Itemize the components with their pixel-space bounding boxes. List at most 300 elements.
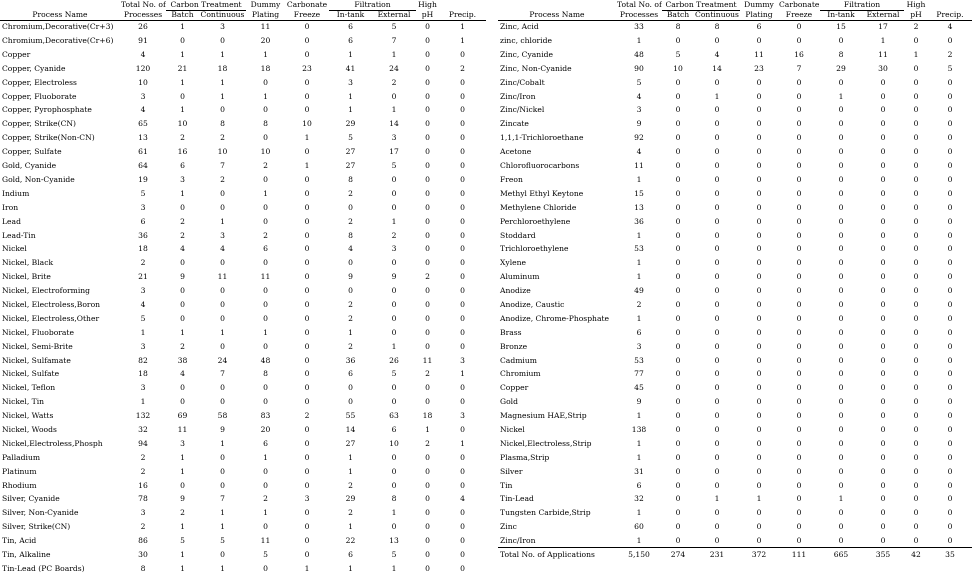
value-cell: 0 [391, 397, 397, 407]
value-cell: 0 [675, 327, 681, 337]
value-cell: 1 [714, 91, 720, 101]
value-cell: 0 [391, 466, 397, 476]
value-cell: 48 [260, 355, 271, 365]
value-cell: 0 [714, 105, 720, 115]
value-cell: 0 [838, 438, 844, 448]
value-cell: 0 [425, 494, 430, 504]
value-cell: 0 [425, 327, 430, 337]
value-cell: 0 [947, 244, 953, 254]
process-name-cell: Nickel, Brite [2, 272, 51, 282]
value-cell: 0 [913, 147, 919, 157]
value-cell: 11 [217, 272, 228, 282]
table-row [0, 131, 486, 145]
value-cell: 0 [425, 383, 430, 393]
value-cell: 0 [304, 202, 310, 212]
process-name-cell: Nickel, Fluoborate [2, 327, 74, 337]
value-cell: 0 [838, 174, 844, 184]
continuous-header: Continuous [695, 10, 739, 20]
value-cell: 0 [796, 424, 802, 434]
value-cell: 0 [391, 188, 397, 198]
value-cell: 5 [636, 77, 642, 87]
process-name-cell: Silver, Strike(CN) [2, 522, 71, 532]
value-cell: 65 [138, 119, 148, 129]
value-cell: 0 [714, 147, 720, 157]
value-cell: 0 [796, 244, 802, 254]
value-cell: 0 [425, 22, 430, 32]
value-cell: 0 [714, 508, 720, 518]
process-name-cell: Methylene Chloride [500, 202, 577, 212]
value-cell: 0 [220, 105, 225, 115]
value-cell: 0 [796, 216, 802, 226]
value-cell: 0 [756, 397, 762, 407]
value-cell: 0 [714, 466, 720, 476]
value-cell: 5 [348, 133, 353, 143]
value-cell: 0 [880, 411, 886, 421]
value-cell: 0 [880, 216, 886, 226]
freeze-header: Freeze [285, 10, 329, 20]
value-cell: 0 [756, 313, 762, 323]
table-row [0, 103, 486, 117]
value-cell: 0 [947, 327, 953, 337]
value-cell: 0 [304, 286, 310, 296]
total-value: 231 [694, 548, 740, 562]
value-cell: 27 [345, 161, 356, 171]
process-name-cell: Nickel, Electroless,Boron [2, 299, 101, 309]
value-cell: 0 [796, 397, 802, 407]
value-cell: 10 [177, 119, 188, 129]
value-cell: 6 [348, 549, 353, 559]
value-cell: 1 [180, 563, 185, 573]
table-row [498, 117, 972, 131]
value-cell: 8 [140, 563, 146, 573]
value-cell: 0 [675, 105, 681, 115]
value-cell: 6 [756, 22, 762, 32]
value-cell: 4 [636, 147, 642, 157]
value-cell: 0 [304, 258, 310, 268]
value-cell: 8 [263, 119, 268, 129]
value-cell: 0 [838, 411, 844, 421]
table-row [0, 548, 486, 562]
value-cell: 0 [796, 438, 802, 448]
value-cell: 0 [880, 355, 886, 365]
value-cell: 1 [220, 508, 225, 518]
value-cell: 0 [675, 341, 681, 351]
value-cell: 1 [220, 49, 225, 59]
process-name-cell: Rhodium [2, 480, 37, 490]
value-cell: 0 [756, 161, 762, 171]
value-cell: 0 [880, 383, 886, 393]
precip-header: Precip. [439, 10, 486, 20]
value-cell: 6 [140, 216, 146, 226]
process-name-cell: Freon [500, 174, 523, 184]
table-row [0, 117, 486, 131]
value-cell: 1 [304, 161, 310, 171]
value-cell: 0 [425, 230, 430, 240]
value-cell: 0 [838, 133, 844, 143]
process-name-cell: Anodize, Caustic [500, 299, 565, 309]
value-cell: 0 [796, 202, 802, 212]
table-row [0, 201, 486, 215]
value-cell: 0 [947, 174, 953, 184]
value-cell: 0 [756, 466, 762, 476]
value-cell: 0 [714, 383, 720, 393]
value-cell: 90 [634, 63, 644, 73]
process-name-cell: Copper, Electroless [2, 77, 77, 87]
value-cell: 1 [263, 327, 268, 337]
value-cell: 53 [634, 355, 644, 365]
value-cell: 0 [304, 22, 310, 32]
value-cell: 0 [796, 105, 802, 115]
value-cell: 0 [880, 466, 886, 476]
value-cell: 0 [838, 355, 844, 365]
value-cell: 0 [913, 355, 919, 365]
value-cell: 2 [460, 63, 465, 73]
total-label: Total No. of Applications [498, 548, 616, 562]
value-cell: 0 [947, 313, 953, 323]
value-cell: 0 [714, 327, 720, 337]
value-cell: 1 [838, 494, 844, 504]
table-row [498, 270, 972, 284]
value-cell: 0 [675, 244, 681, 254]
value-cell: 0 [263, 258, 268, 268]
high-header: High [418, 0, 437, 10]
value-cell: 0 [796, 327, 802, 337]
value-cell: 0 [756, 174, 762, 184]
value-cell: 0 [460, 341, 465, 351]
process-name-cell: Perchloroethylene [500, 216, 571, 226]
table-row [0, 562, 486, 576]
value-cell: 0 [460, 327, 465, 337]
value-cell: 0 [756, 452, 762, 462]
value-cell: 0 [304, 369, 310, 379]
value-cell: 0 [425, 147, 430, 157]
process-name-cell: Silver, Non-Cyanide [2, 508, 79, 518]
value-cell: 11 [260, 536, 271, 546]
value-cell: 8 [391, 494, 397, 504]
value-cell: 21 [177, 63, 188, 73]
value-cell: 0 [425, 188, 430, 198]
value-cell: 0 [263, 216, 268, 226]
value-cell: 1 [460, 36, 465, 46]
value-cell: 2 [180, 341, 185, 351]
left-process-table [0, 0, 486, 576]
value-cell: 0 [756, 508, 762, 518]
value-cell: 1 [756, 494, 762, 504]
value-cell: 1 [263, 91, 268, 101]
value-cell: 0 [947, 494, 953, 504]
plating-header: Plating [246, 10, 285, 20]
value-cell: 0 [675, 299, 681, 309]
value-cell: 1 [220, 91, 225, 101]
value-cell: 0 [947, 466, 953, 476]
value-cell: 0 [675, 424, 681, 434]
value-cell: 11 [634, 161, 644, 171]
process-name-cell: Nickel, Woods [2, 424, 57, 434]
value-cell: 2 [220, 133, 225, 143]
value-cell: 1 [636, 36, 642, 46]
value-cell: 0 [796, 77, 802, 87]
value-cell: 0 [880, 397, 886, 407]
value-cell: 0 [796, 147, 802, 157]
value-cell: 0 [756, 258, 762, 268]
table-row [0, 465, 486, 479]
process-name-cell: Zinc [500, 522, 517, 532]
value-cell: 0 [913, 216, 919, 226]
value-cell: 0 [796, 22, 802, 32]
value-cell: 0 [675, 508, 681, 518]
value-cell: 3 [636, 105, 642, 115]
value-cell: 0 [304, 91, 310, 101]
value-cell: 0 [796, 355, 802, 365]
table-row [0, 214, 486, 228]
value-cell: 5 [675, 49, 681, 59]
value-cell: 0 [675, 522, 681, 532]
value-cell: 0 [880, 522, 886, 532]
table-row [498, 395, 972, 409]
table-row [498, 339, 972, 353]
total-value: 665 [820, 548, 862, 562]
value-cell: 1 [391, 49, 397, 59]
value-cell: 0 [796, 383, 802, 393]
value-cell: 0 [460, 299, 465, 309]
value-cell: 0 [425, 216, 430, 226]
value-cell: 1 [348, 91, 353, 101]
value-cell: 0 [180, 480, 185, 490]
value-cell: 0 [263, 299, 268, 309]
value-cell: 0 [714, 452, 720, 462]
value-cell: 0 [880, 438, 886, 448]
continuous-header: Continuous [200, 10, 245, 20]
value-cell: 0 [880, 91, 886, 101]
value-cell: 0 [913, 174, 919, 184]
table-row [0, 34, 486, 48]
value-cell: 3 [391, 244, 397, 254]
value-cell: 9 [636, 119, 642, 129]
process-name-cell: Copper [2, 49, 31, 59]
value-cell: 0 [880, 286, 886, 296]
value-cell: 10 [302, 119, 312, 129]
value-cell: 6 [636, 327, 642, 337]
value-cell: 0 [425, 286, 430, 296]
table-row [0, 228, 486, 242]
value-cell: 24 [389, 63, 399, 73]
value-cell: 0 [348, 397, 353, 407]
table-row [498, 298, 972, 312]
value-cell: 0 [838, 383, 844, 393]
value-cell: 0 [714, 174, 720, 184]
value-cell: 13 [634, 202, 644, 212]
value-cell: 3 [460, 411, 465, 421]
value-cell: 0 [913, 535, 919, 545]
value-cell: 0 [675, 286, 681, 296]
process-name-cell: Zinc/Nickel [500, 105, 545, 115]
table-row [498, 228, 972, 242]
value-cell: 4 [140, 105, 146, 115]
total-header: Total No. of [121, 0, 166, 10]
process-name-cell: Copper, Pyrophosphate [2, 105, 92, 115]
value-cell: 6 [348, 22, 353, 32]
value-cell: 0 [460, 383, 465, 393]
value-cell: 0 [460, 508, 465, 518]
value-cell: 0 [913, 272, 919, 282]
value-cell: 4 [140, 299, 146, 309]
value-cell: 22 [345, 536, 356, 546]
process-name-cell: Copper, Fluoborate [2, 91, 77, 101]
process-name-cell: Acetone [500, 147, 532, 157]
value-cell: 2 [180, 508, 185, 518]
value-cell: 0 [838, 424, 844, 434]
process-name-cell: Zincate [500, 119, 529, 129]
total-value: 355 [862, 548, 904, 562]
value-cell: 0 [460, 216, 465, 226]
process-name-cell: Nickel, Teflon [2, 383, 56, 393]
value-cell: 49 [634, 286, 644, 296]
value-cell: 0 [913, 369, 919, 379]
value-cell: 0 [947, 480, 953, 490]
value-cell: 0 [756, 438, 762, 448]
value-cell: 0 [880, 244, 886, 254]
value-cell: 17 [878, 22, 888, 32]
table-row [0, 520, 486, 534]
table-row [0, 159, 486, 173]
value-cell: 0 [796, 258, 802, 268]
value-cell: 0 [460, 119, 465, 129]
value-cell: 1 [263, 452, 268, 462]
value-cell: 2 [425, 438, 430, 448]
value-cell: 0 [947, 535, 953, 545]
value-cell: 0 [947, 258, 953, 268]
process-name-cell: Trichloroethylene [500, 244, 569, 254]
value-cell: 3 [391, 133, 397, 143]
value-cell: 0 [947, 452, 953, 462]
value-cell: 0 [838, 522, 844, 532]
value-cell: 3 [220, 230, 225, 240]
value-cell: 8 [838, 49, 844, 59]
value-cell: 0 [880, 369, 886, 379]
value-cell: 3 [460, 355, 465, 365]
value-cell: 0 [838, 327, 844, 337]
value-cell: 0 [425, 258, 430, 268]
value-cell: 83 [260, 411, 271, 421]
value-cell: 64 [138, 161, 148, 171]
value-cell: 0 [880, 202, 886, 212]
process-name-cell: Cadmium [500, 355, 537, 365]
value-cell: 3 [140, 508, 146, 518]
value-cell: 94 [138, 438, 148, 448]
value-cell: 3 [140, 91, 146, 101]
value-cell: 0 [263, 202, 268, 212]
value-cell: 0 [714, 216, 720, 226]
value-cell: 2 [263, 494, 268, 504]
value-cell: 0 [714, 480, 720, 490]
value-cell: 0 [675, 313, 681, 323]
value-cell: 0 [460, 522, 465, 532]
value-cell: 0 [947, 397, 953, 407]
value-cell: 0 [913, 313, 919, 323]
value-cell: 0 [304, 105, 310, 115]
value-cell: 0 [796, 535, 802, 545]
value-cell: 0 [796, 494, 802, 504]
value-cell: 0 [304, 77, 310, 87]
value-cell: 0 [675, 216, 681, 226]
value-cell: 0 [756, 341, 762, 351]
table-row [0, 76, 486, 90]
value-cell: 0 [880, 327, 886, 337]
value-cell: 0 [304, 383, 310, 393]
process-name-cell: Brass [500, 327, 522, 337]
value-cell: 0 [460, 424, 465, 434]
carbon-treatment-header: Carbon Treatment [166, 0, 246, 10]
value-cell: 0 [180, 286, 185, 296]
table-row [0, 270, 486, 284]
value-cell: 30 [878, 63, 888, 73]
value-cell: 7 [220, 369, 225, 379]
value-cell: 21 [138, 272, 148, 282]
table-row [0, 312, 486, 326]
value-cell: 7 [391, 36, 397, 46]
process-name-cell: Chromium [500, 369, 541, 379]
value-cell: 33 [634, 22, 644, 32]
value-cell: 0 [947, 383, 953, 393]
value-cell: 0 [838, 452, 844, 462]
value-cell: 0 [391, 313, 397, 323]
value-cell: 30 [138, 549, 148, 559]
value-cell: 0 [675, 480, 681, 490]
process-name-cell: Nickel [2, 244, 27, 254]
value-cell: 0 [460, 105, 465, 115]
value-cell: 0 [391, 299, 397, 309]
value-cell: 3 [180, 438, 185, 448]
value-cell: 0 [263, 77, 268, 87]
value-cell: 0 [756, 272, 762, 282]
value-cell: 1 [913, 49, 919, 59]
value-cell: 2 [180, 216, 185, 226]
value-cell: 0 [675, 272, 681, 282]
value-cell: 0 [304, 36, 310, 46]
value-cell: 120 [135, 63, 151, 73]
process-name-cell: Zinc, Acid [500, 22, 539, 32]
total-value: 274 [662, 548, 694, 562]
value-cell: 0 [304, 341, 310, 351]
value-cell: 0 [913, 161, 919, 171]
value-cell: 0 [180, 397, 185, 407]
value-cell: 0 [913, 105, 919, 115]
value-cell: 11 [260, 22, 271, 32]
process-name-cell: Lead [2, 216, 21, 226]
value-cell: 0 [220, 188, 225, 198]
value-cell: 4 [348, 244, 353, 254]
value-cell: 5 [140, 313, 146, 323]
value-cell: 0 [675, 133, 681, 143]
value-cell: 0 [304, 272, 310, 282]
value-cell: 0 [714, 535, 720, 545]
value-cell: 0 [263, 341, 268, 351]
value-cell: 1 [220, 522, 225, 532]
value-cell: 0 [947, 438, 953, 448]
value-cell: 0 [460, 466, 465, 476]
process-name-cell: Gold [500, 397, 518, 407]
value-cell: 2 [348, 508, 353, 518]
value-cell: 2 [348, 313, 353, 323]
value-cell: 0 [796, 188, 802, 198]
total-value: 42 [904, 548, 928, 562]
value-cell: 0 [947, 77, 953, 87]
value-cell: 0 [180, 36, 185, 46]
table-row [0, 326, 486, 340]
process-name-cell: Anodize, Chrome-Phosphate [500, 313, 610, 323]
value-cell: 0 [913, 133, 919, 143]
table-row [498, 326, 972, 340]
